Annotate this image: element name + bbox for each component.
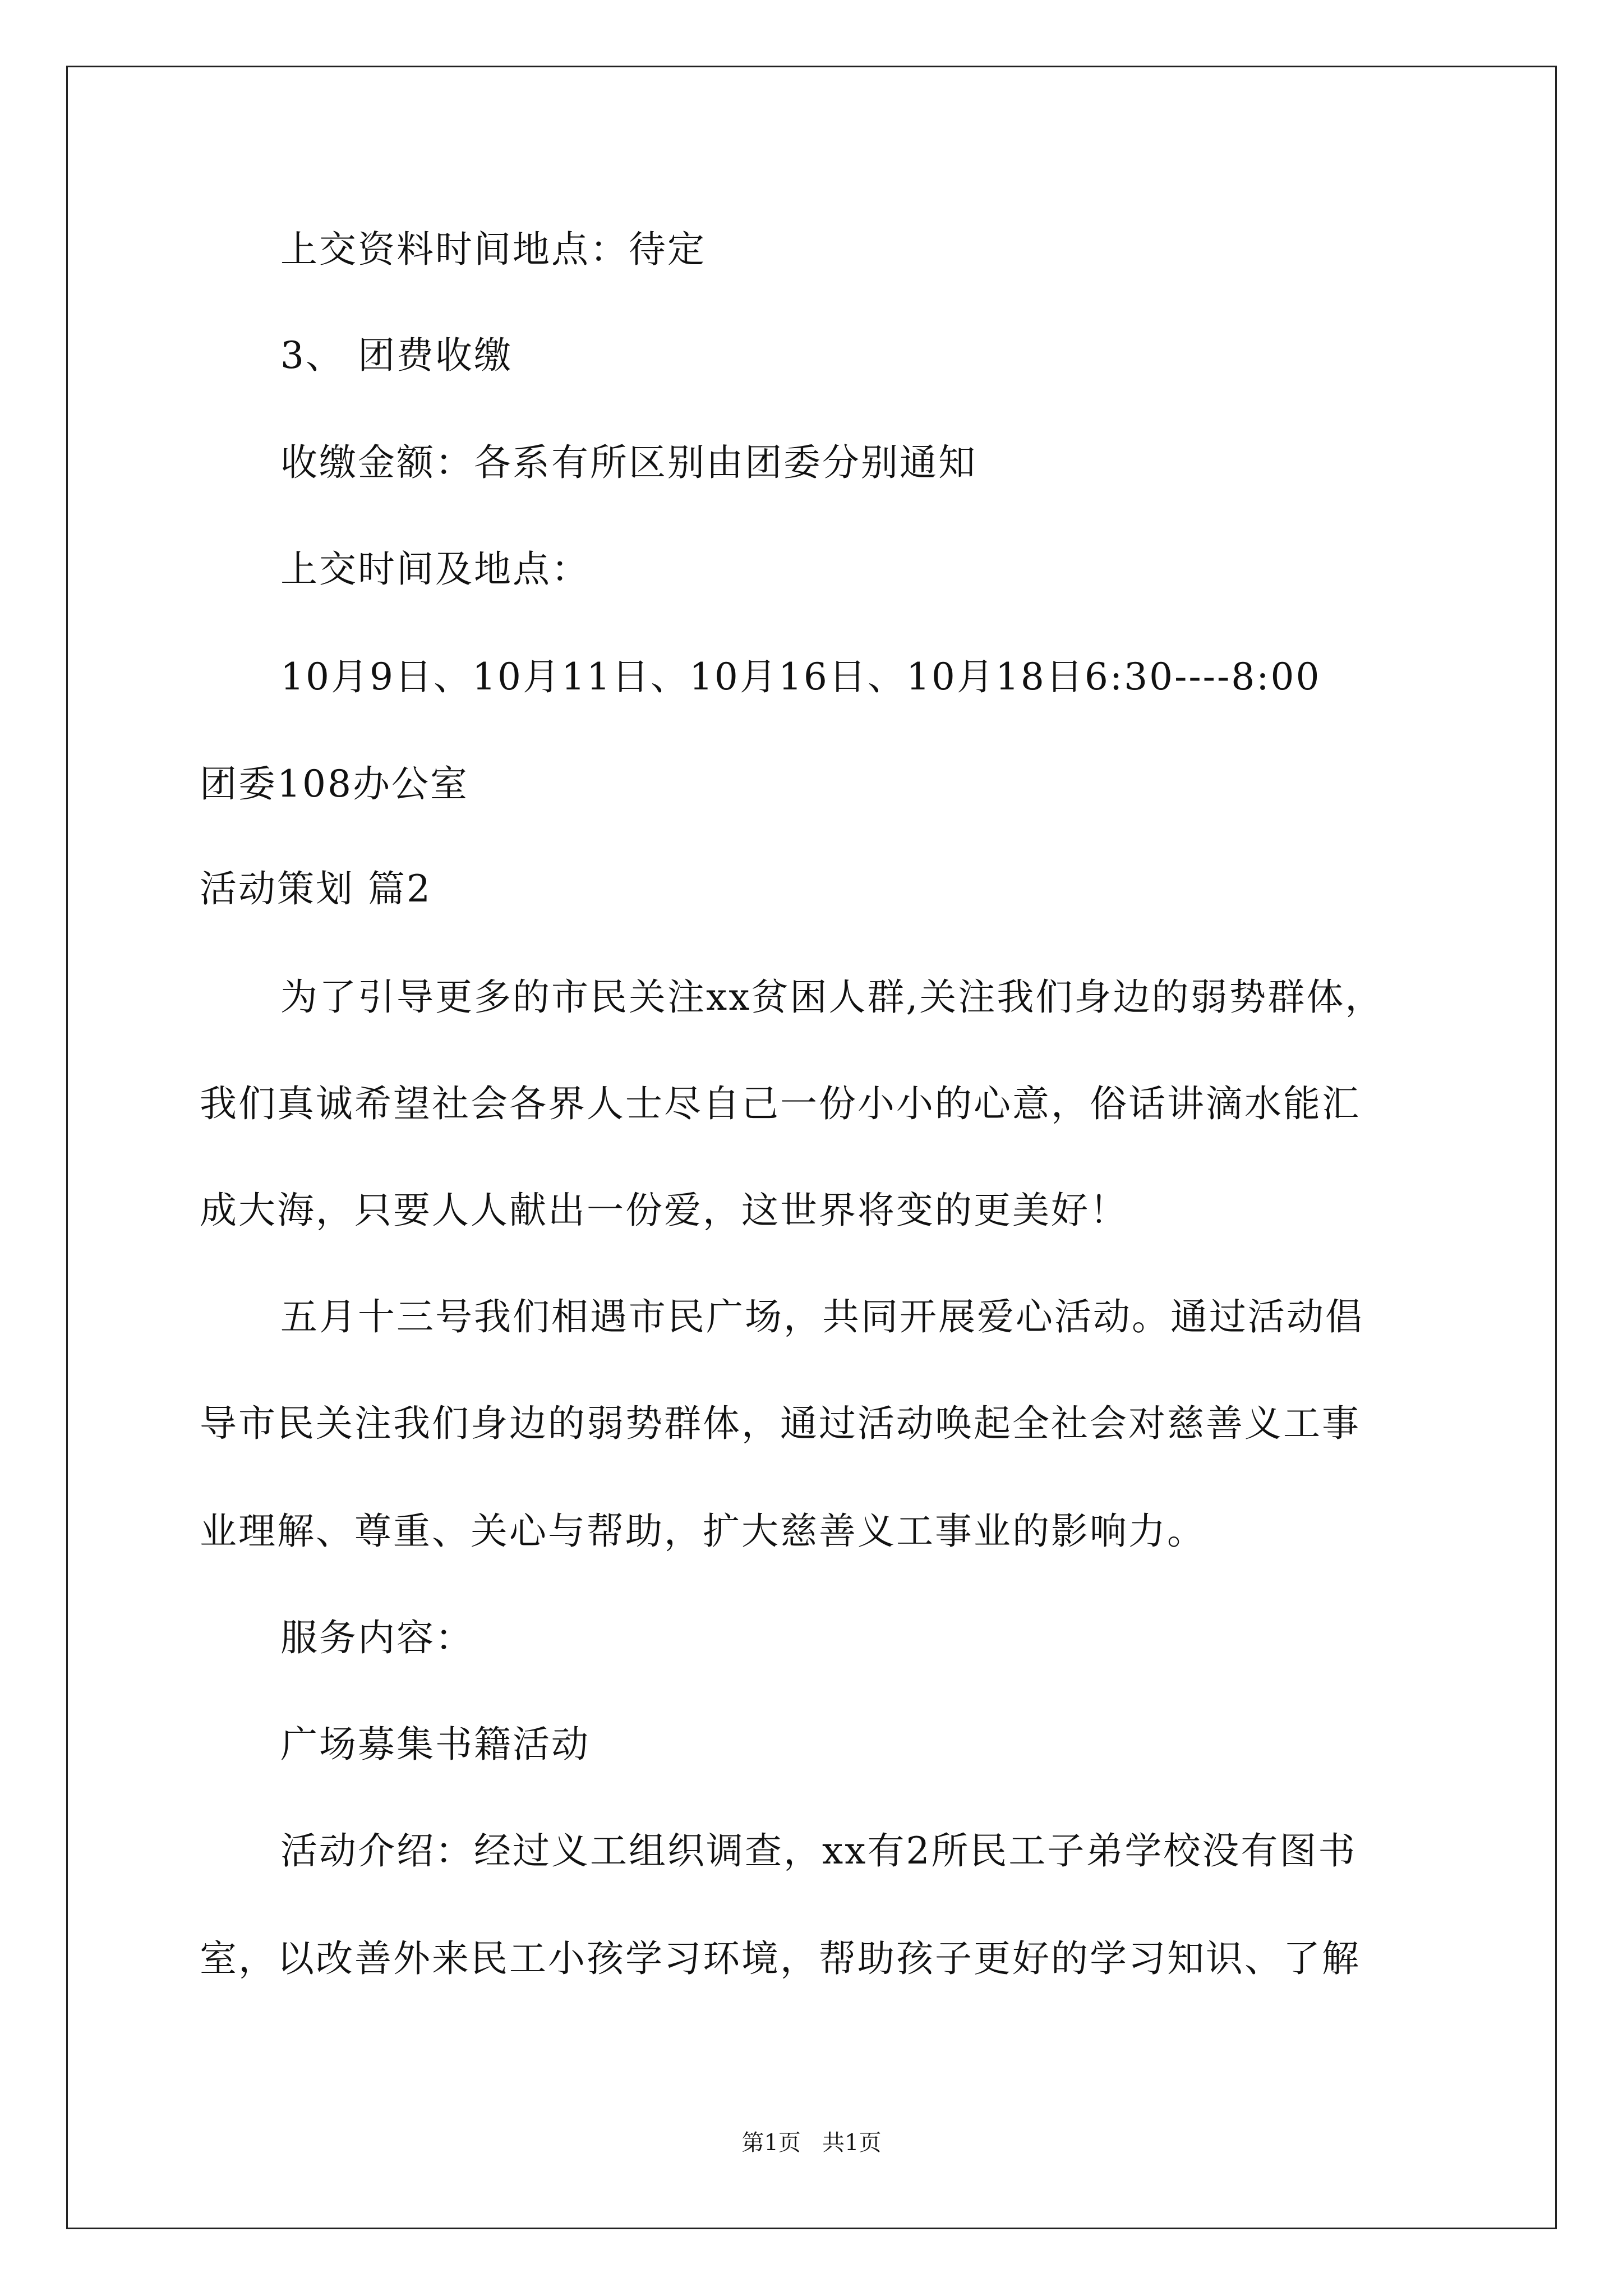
- page-frame: [66, 66, 1557, 2229]
- paragraph-line: 广场募集书籍活动: [280, 1723, 590, 1766]
- paragraph-line: 上交时间及地点：: [280, 547, 590, 591]
- page-footer: 第1页 共1页: [741, 2130, 882, 2156]
- paragraph-line: 我们真诚希望社会各界人士尽自己一份小小的心意，俗话讲滴水能汇: [200, 1082, 1361, 1125]
- paragraph-line: 活动介绍：经过义工组织调查，xx有2所民工子弟学校没有图书: [280, 1829, 1357, 1872]
- paragraph-line: 10月9日、10月11日、10月16日、10月18日6:30----8:00: [280, 655, 1321, 698]
- paragraph-line: 团委108办公室: [200, 762, 469, 806]
- section-heading: 3、 团费收缴: [280, 334, 513, 377]
- paragraph-line: 服务内容：: [280, 1616, 474, 1659]
- paragraph-line: 上交资料时间地点：待定: [280, 228, 706, 271]
- paragraph-line: 五月十三号我们相遇市民广场，共同开展爱心活动。通过活动倡: [280, 1295, 1364, 1338]
- paragraph-line: 收缴金额：各系有所区别由团委分别通知: [280, 441, 977, 484]
- paragraph-line: 导市民关注我们身边的弱势群体，通过活动唤起全社会对慈善义工事: [200, 1402, 1361, 1445]
- paragraph-line: 成大海，只要人人献出一份爱，这世界将变的更美好！: [200, 1189, 1128, 1232]
- paragraph-line: 室，以改善外来民工小孩学习环境，帮助孩子更好的学习知识、了解: [200, 1937, 1361, 1980]
- section-title: 活动策划 篇2: [200, 867, 432, 910]
- paragraph-line: 业理解、尊重、关心与帮助，扩大慈善义工事业的影响力。: [200, 1510, 1206, 1553]
- paragraph-line: 为了引导更多的市民关注xx贫困人群,关注我们身边的弱势群体，: [280, 976, 1384, 1019]
